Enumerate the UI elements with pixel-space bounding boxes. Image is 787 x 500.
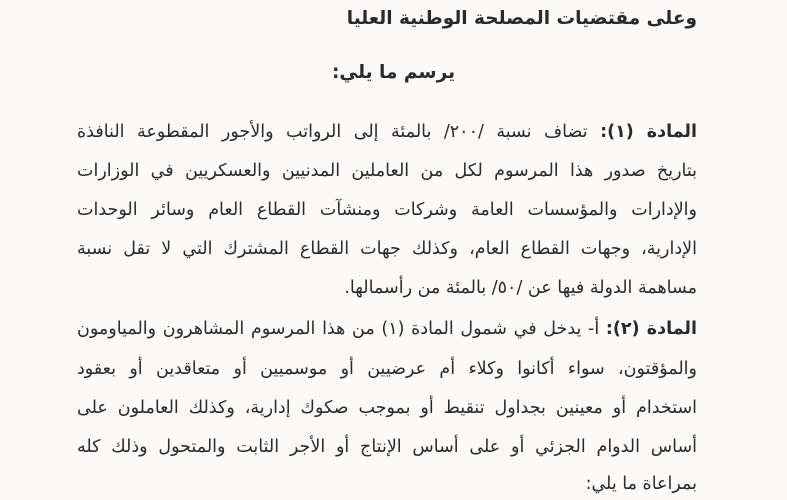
article-1-line-1	[77, 119, 697, 145]
article-2-line-5: بمراعاة ما يلي:	[585, 474, 697, 494]
article-1-line-2: بتاريخ صدور هذا المرسوم لكل من العاملين المدنيين والعسكريين في الوزارات	[77, 161, 697, 181]
article-1-line-5: مساهمة الدولة فيها عن /٥٠/ بالمئة من رأسمالها.	[344, 278, 697, 298]
document-heading: وعلى مقتضيات المصلحة الوطنية العليا	[346, 8, 697, 29]
article-1-line-4: الإدارية، وجهات القطاع العام، وكذلك جهات القطاع المشترك التي لا تقل نسبة	[77, 239, 697, 259]
article-2-line-4: أساس الدوام الجزئي أو على أساس الإنتاج أو الأجر الثابت والمتحول وذلك كله	[77, 437, 697, 457]
article-2-label: المادة (٢):	[605, 319, 697, 339]
article-2-line-3: استخدام أو معينين بجداول تنقيط أو بموجب صكوك إدارية، وكذلك العاملون على	[77, 398, 697, 418]
article-1-text-1: تضاف نسبة /٢٠٠/ بالمئة إلى الرواتب والأجور المقطوعة النافذة	[77, 122, 588, 142]
previous-line-fragment	[240, 0, 600, 6]
article-1-line-3: والإدارات والمؤسسات العامة وشركات ومنشآت القطاع العام وسائر الوحدات	[77, 200, 697, 220]
article-2-line-1	[77, 316, 697, 342]
article-2-text-1: أ- يدخل في شمول المادة (١) من هذا المرسوم المشاهرون والمياومون	[77, 319, 600, 339]
article-2-line-2: والمؤقتون، سواء أكانوا وكلاء أم عرضيين أو موسميين أو متعاقدين أو بعقود	[77, 359, 697, 379]
decree-line: يرسم ما يلي:	[331, 62, 456, 83]
article-1-label: المادة (١):	[600, 122, 697, 142]
